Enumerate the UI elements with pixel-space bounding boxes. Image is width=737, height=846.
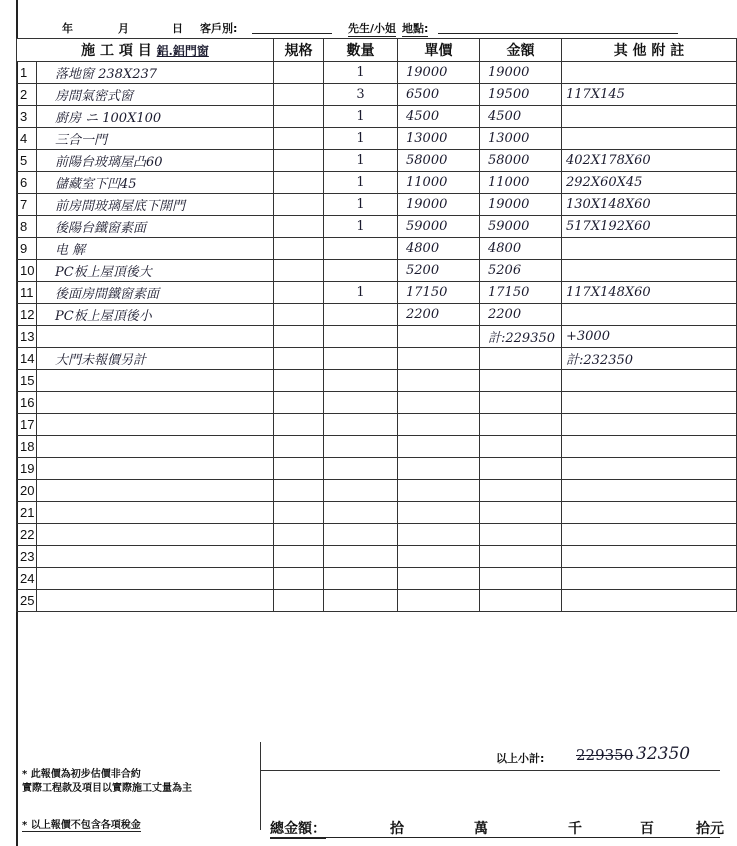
item-header-label: 施 工 項 目 <box>81 43 152 59</box>
unit-qian: 千 <box>568 821 582 837</box>
unit-price-cell[interactable] <box>398 524 480 546</box>
table-row <box>17 216 737 238</box>
amount-cell[interactable]: 13000 <box>480 128 562 150</box>
note-cell[interactable] <box>562 502 737 524</box>
note-cell[interactable]: 計:232350 <box>562 348 737 370</box>
item-cell[interactable]: 後面房間鐵窗素面 <box>37 282 274 304</box>
qty-cell[interactable] <box>324 304 398 326</box>
qty-cell[interactable]: 1 <box>324 62 398 84</box>
table-row <box>17 568 737 590</box>
row-number: 19 <box>17 458 37 480</box>
table-row <box>17 150 737 172</box>
grand-total-underline <box>270 837 720 838</box>
row-number: 25 <box>17 590 37 612</box>
note-cell[interactable] <box>562 62 737 84</box>
unit-price-cell[interactable]: 59000 <box>398 216 480 238</box>
notes-column-header: 其 他 附 註 <box>562 39 737 62</box>
table-row <box>17 260 737 282</box>
item-cell[interactable]: PC板上屋頂後大 <box>37 260 274 282</box>
item-cell[interactable] <box>37 590 274 612</box>
item-cell[interactable]: 後陽台鐵窗素面 <box>37 216 274 238</box>
spec-cell[interactable] <box>274 414 324 436</box>
row-number: 23 <box>17 546 37 568</box>
amount-cell[interactable]: 5206 <box>480 260 562 282</box>
table-row <box>17 502 737 524</box>
amount-cell[interactable]: 19000 <box>480 62 562 84</box>
table-row <box>17 458 737 480</box>
note-cell[interactable] <box>562 436 737 458</box>
qty-cell[interactable] <box>324 524 398 546</box>
spec-cell[interactable] <box>274 502 324 524</box>
note-cell[interactable] <box>562 260 737 282</box>
note-cell[interactable]: 402X178X60 <box>562 150 737 172</box>
amount-cell[interactable]: 58000 <box>480 150 562 172</box>
spec-cell[interactable] <box>274 480 324 502</box>
spec-cell[interactable] <box>274 348 324 370</box>
qty-cell[interactable]: 1 <box>324 128 398 150</box>
qty-cell[interactable]: 1 <box>324 216 398 238</box>
item-cell[interactable] <box>37 458 274 480</box>
table-header-row <box>17 39 737 62</box>
unit-price-cell[interactable] <box>398 370 480 392</box>
quote-table <box>16 38 737 612</box>
subtotal-divider <box>260 770 720 771</box>
note-cell[interactable] <box>562 414 737 436</box>
amount-cell[interactable] <box>480 546 562 568</box>
qty-cell[interactable]: 1 <box>324 282 398 304</box>
unit-price-cell[interactable] <box>398 502 480 524</box>
unit-price-cell[interactable]: 6500 <box>398 84 480 106</box>
note-cell[interactable]: 517X192X60 <box>562 216 737 238</box>
spec-cell[interactable] <box>274 84 324 106</box>
spec-cell[interactable] <box>274 304 324 326</box>
form-footer <box>16 742 724 846</box>
row-number: 1 <box>17 62 37 84</box>
note-cell[interactable] <box>562 458 737 480</box>
unit-price-cell[interactable] <box>398 326 480 348</box>
item-cell[interactable] <box>37 502 274 524</box>
item-cell[interactable] <box>37 392 274 414</box>
item-cell[interactable]: 儲藏室下凹45 <box>37 172 274 194</box>
tax-disclaimer: * 以上報價不包含各項稅金 <box>22 816 141 832</box>
year-label: 年 <box>62 22 73 35</box>
spec-cell[interactable] <box>274 282 324 304</box>
table-row <box>17 128 737 150</box>
unit-price-cell[interactable] <box>398 458 480 480</box>
note-cell[interactable] <box>562 392 737 414</box>
note-cell[interactable] <box>562 238 737 260</box>
unit-price-cell[interactable]: 11000 <box>398 172 480 194</box>
item-cell[interactable]: 落地窗 238X237 <box>37 62 274 84</box>
row-number: 22 <box>17 524 37 546</box>
day-label: 日 <box>172 22 183 35</box>
qty-cell[interactable] <box>324 348 398 370</box>
item-cell[interactable] <box>37 568 274 590</box>
form-header <box>20 18 720 40</box>
item-column-header <box>17 39 274 62</box>
row-number: 6 <box>17 172 37 194</box>
client-label: 客戶別: <box>200 22 238 35</box>
unit-price-cell[interactable]: 17150 <box>398 282 480 304</box>
spec-cell[interactable] <box>274 194 324 216</box>
table-row <box>17 238 737 260</box>
item-header-material: 鋁.鋁門窗 <box>156 44 209 58</box>
amount-cell[interactable]: 4500 <box>480 106 562 128</box>
row-number: 4 <box>17 128 37 150</box>
spec-cell[interactable] <box>274 238 324 260</box>
row-number: 17 <box>17 414 37 436</box>
spec-cell[interactable] <box>274 524 324 546</box>
qty-cell[interactable] <box>324 480 398 502</box>
unit-price-cell[interactable] <box>398 480 480 502</box>
amount-cell[interactable] <box>480 590 562 612</box>
table-row <box>17 282 737 304</box>
row-number: 15 <box>17 370 37 392</box>
qty-cell[interactable]: 1 <box>324 106 398 128</box>
item-cell[interactable]: 三合一門 <box>37 128 274 150</box>
disclaimer-line-1: * 此報價為初步估價非合約 <box>22 769 141 780</box>
subtotal-label: 以上小計: <box>496 752 545 765</box>
unit-bai: 百 <box>640 821 654 837</box>
unit-price-column-header: 單價 <box>398 39 480 62</box>
amount-column-header: 金額 <box>480 39 562 62</box>
amount-cell[interactable] <box>480 458 562 480</box>
spec-column-header: 規格 <box>274 39 324 62</box>
row-number: 20 <box>17 480 37 502</box>
qty-cell[interactable]: 1 <box>324 194 398 216</box>
client-field[interactable] <box>252 20 332 34</box>
unit-price-cell[interactable] <box>398 590 480 612</box>
item-cell[interactable] <box>37 546 274 568</box>
unit-price-cell[interactable] <box>398 392 480 414</box>
grand-total-label: 總金額： <box>270 818 326 839</box>
salutation-label: 先生/小姐 <box>348 22 397 35</box>
amount-cell[interactable] <box>480 414 562 436</box>
spec-cell[interactable] <box>274 128 324 150</box>
amount-cell[interactable]: 59000 <box>480 216 562 238</box>
table-body <box>17 62 737 612</box>
amount-cell[interactable] <box>480 392 562 414</box>
amount-cell[interactable] <box>480 502 562 524</box>
table-row <box>17 524 737 546</box>
amount-cell[interactable]: 17150 <box>480 282 562 304</box>
table-row <box>17 370 737 392</box>
note-cell[interactable]: +3000 <box>562 326 737 348</box>
item-cell[interactable] <box>37 436 274 458</box>
note-cell[interactable] <box>562 568 737 590</box>
qty-cell[interactable] <box>324 458 398 480</box>
note-cell[interactable] <box>562 128 737 150</box>
item-cell[interactable]: 前房間玻璃屋底下開門 <box>37 194 274 216</box>
table-row <box>17 62 737 84</box>
table-row <box>17 194 737 216</box>
item-cell[interactable] <box>37 370 274 392</box>
qty-cell[interactable] <box>324 502 398 524</box>
amount-cell[interactable]: 11000 <box>480 172 562 194</box>
item-cell[interactable]: 大門未報價另計 <box>37 348 274 370</box>
qty-cell[interactable] <box>324 260 398 282</box>
item-cell[interactable] <box>37 414 274 436</box>
location-field[interactable] <box>438 20 678 34</box>
note-cell[interactable] <box>562 304 737 326</box>
unit-wan: 萬 <box>474 821 488 837</box>
table-row <box>17 414 737 436</box>
row-number: 14 <box>17 348 37 370</box>
location-label: 地點: <box>402 22 429 35</box>
unit-price-cell[interactable] <box>398 568 480 590</box>
table-row <box>17 436 737 458</box>
table-row <box>17 304 737 326</box>
unit-price-cell[interactable] <box>398 348 480 370</box>
table-row <box>17 546 737 568</box>
note-cell[interactable]: 117X148X60 <box>562 282 737 304</box>
row-number: 3 <box>17 106 37 128</box>
unit-price-cell[interactable]: 19000 <box>398 62 480 84</box>
qty-cell[interactable] <box>324 590 398 612</box>
spec-cell[interactable] <box>274 150 324 172</box>
subtotal-crossed-value: 229350 <box>576 746 634 764</box>
item-cell[interactable] <box>37 326 274 348</box>
note-cell[interactable] <box>562 546 737 568</box>
row-number: 11 <box>17 282 37 304</box>
spec-cell[interactable] <box>274 172 324 194</box>
row-number: 18 <box>17 436 37 458</box>
table-row <box>17 348 737 370</box>
amount-cell[interactable]: 4800 <box>480 238 562 260</box>
unit-price-cell[interactable] <box>398 546 480 568</box>
row-number: 9 <box>17 238 37 260</box>
qty-cell[interactable] <box>324 370 398 392</box>
qty-column-header: 數量 <box>324 39 398 62</box>
amount-cell[interactable]: 19500 <box>480 84 562 106</box>
unit-price-cell[interactable]: 4500 <box>398 106 480 128</box>
row-number: 21 <box>17 502 37 524</box>
spec-cell[interactable] <box>274 392 324 414</box>
qty-cell[interactable] <box>324 392 398 414</box>
qty-cell[interactable]: 3 <box>324 84 398 106</box>
qty-cell[interactable]: 1 <box>324 172 398 194</box>
unit-price-cell[interactable]: 5200 <box>398 260 480 282</box>
note-cell[interactable]: 130X148X60 <box>562 194 737 216</box>
spec-cell[interactable] <box>274 326 324 348</box>
unit-price-cell[interactable] <box>398 436 480 458</box>
unit-shi-yuan: 拾元 <box>696 821 724 837</box>
note-cell[interactable]: 117X145 <box>562 84 737 106</box>
qty-cell[interactable]: 1 <box>324 150 398 172</box>
note-cell[interactable]: 292X60X45 <box>562 172 737 194</box>
item-cell[interactable]: 电 解 <box>37 238 274 260</box>
table-row <box>17 326 737 348</box>
subtotal-value: 32350 <box>636 744 691 764</box>
spec-cell[interactable] <box>274 568 324 590</box>
amount-cell[interactable]: 2200 <box>480 304 562 326</box>
amount-cell[interactable] <box>480 370 562 392</box>
row-number: 12 <box>17 304 37 326</box>
spec-cell[interactable] <box>274 458 324 480</box>
row-number: 10 <box>17 260 37 282</box>
spec-cell[interactable] <box>274 546 324 568</box>
amount-cell[interactable]: 計:229350 <box>480 326 562 348</box>
table-row <box>17 590 737 612</box>
spec-cell[interactable] <box>274 260 324 282</box>
estimate-disclaimer <box>22 768 192 796</box>
amount-cell[interactable] <box>480 480 562 502</box>
row-number: 7 <box>17 194 37 216</box>
amount-cell[interactable] <box>480 568 562 590</box>
spec-cell[interactable] <box>274 62 324 84</box>
spec-cell[interactable] <box>274 370 324 392</box>
unit-price-cell[interactable]: 58000 <box>398 150 480 172</box>
note-cell[interactable] <box>562 524 737 546</box>
table-row <box>17 106 737 128</box>
amount-cell[interactable] <box>480 348 562 370</box>
item-cell[interactable]: 廚房 ニ 100X100 <box>37 106 274 128</box>
row-number: 8 <box>17 216 37 238</box>
spec-cell[interactable] <box>274 106 324 128</box>
note-cell[interactable] <box>562 480 737 502</box>
qty-cell[interactable] <box>324 546 398 568</box>
unit-price-cell[interactable]: 2200 <box>398 304 480 326</box>
item-cell[interactable] <box>37 480 274 502</box>
spec-cell[interactable] <box>274 436 324 458</box>
unit-price-cell[interactable]: 19000 <box>398 194 480 216</box>
row-number: 2 <box>17 84 37 106</box>
unit-shi-wan: 拾 <box>390 821 404 837</box>
table-row <box>17 392 737 414</box>
row-number: 16 <box>17 392 37 414</box>
unit-price-cell[interactable] <box>398 414 480 436</box>
unit-price-cell[interactable]: 4800 <box>398 238 480 260</box>
amount-cell[interactable] <box>480 524 562 546</box>
unit-price-cell[interactable]: 13000 <box>398 128 480 150</box>
item-cell[interactable]: 房間氣密式窗 <box>37 84 274 106</box>
item-cell[interactable] <box>37 524 274 546</box>
qty-cell[interactable] <box>324 326 398 348</box>
table-row <box>17 84 737 106</box>
note-cell[interactable] <box>562 590 737 612</box>
qty-cell[interactable] <box>324 568 398 590</box>
row-number: 5 <box>17 150 37 172</box>
note-cell[interactable] <box>562 106 737 128</box>
amount-cell[interactable] <box>480 436 562 458</box>
table-row <box>17 172 737 194</box>
qty-cell[interactable] <box>324 238 398 260</box>
item-cell[interactable]: 前陽台玻璃屋凸60 <box>37 150 274 172</box>
qty-cell[interactable] <box>324 414 398 436</box>
qty-cell[interactable] <box>324 436 398 458</box>
month-label: 月 <box>118 22 129 35</box>
spec-cell[interactable] <box>274 590 324 612</box>
item-cell[interactable]: PC板上屋頂後小 <box>37 304 274 326</box>
amount-cell[interactable]: 19000 <box>480 194 562 216</box>
disclaimer-line-2: 實際工程款及項目以實際施工丈量為主 <box>22 783 192 794</box>
footer-divider <box>260 742 261 830</box>
row-number: 24 <box>17 568 37 590</box>
row-number: 13 <box>17 326 37 348</box>
table-row <box>17 480 737 502</box>
spec-cell[interactable] <box>274 216 324 238</box>
note-cell[interactable] <box>562 370 737 392</box>
